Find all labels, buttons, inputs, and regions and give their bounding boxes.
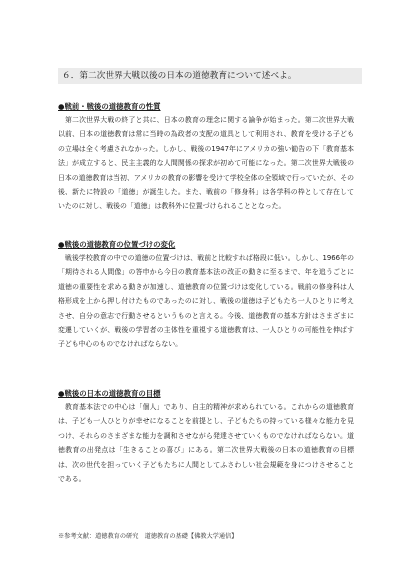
- paragraph: 第二次世界大戦の終了と共に、日本の教育の理念に関する論争が始まった。第二次世界大戦以前、日本の道徳教育は常に当時の為政者の支配の道具として利用され、教育を受ける子どもの立場は全く考慮されなかった。しかし、戦後の1947年にアメリカの強い勧告の下「教育基本法」が成立すると、民主主義的な人間関係の探求が初めて可能になった。第二次世界大戦後の日本の道徳教育は当初、アメリカの教育の影響を受けて学校全体の全領域で行っていたが、その後、新たに特設の「道徳」が誕生した。また、戦前の「修身科」は各学科の枠として存在していたのに対し、戦後の「道徳」は教科外に位置づけられることとなった。: [58, 116, 354, 211]
- section-heading-position-change: ●戦後の道徳教育の位置づけの変化: [58, 240, 176, 249]
- section-body-goals: [58, 400, 354, 486]
- paragraph: 教育基本法での中心は「個人」であり、自主的精神が求められている。これからの道徳教育は、子ども一人ひとりが幸せになることを前提とし、子どもたちの持っている様々な能力を見つけ、それらのさまざまな能力を調和させながら発達させていくものでなければならない。道徳教育の出発点は「生きることの喜び」にある。第二次世界大戦後の日本の道徳教育の目標は、次の世代を担っていく子どもたちに人間としてふさわしい社会規範を身につけさせることである。: [58, 403, 354, 484]
- section-body-prewar-postwar: [58, 113, 354, 214]
- section-body-position-change: [58, 251, 354, 352]
- section-heading-goals: ●戦後の日本の道徳教育の目標: [58, 389, 161, 398]
- paragraph: 戦後学校教育の中での道徳の位置づけは、戦前と比較すれば格段に低い。しかし、1966年の「期待される人間像」の答申から今日の教育基本法の改正の動きに至るまで、年を追うごとに道徳の重要性を求める動きが加速し、道徳教育の位置づけは変化している。戦前の修身科は人格形成を上から押し付けたものであったのに対し、戦後の道徳は子どもたち一人ひとりに考えさせ、自分の意志で行動させるというものと言える。今後、道徳教育の基本方針はさまざまに変遷していくが、戦後の学習者の主体性を重視する道徳教育は、一人ひとりの可能性を伸ばす子ども中心のものでなければならない。: [58, 254, 354, 349]
- references-footnote: ※参考文献：道徳教育の研究 道徳教育の基礎【佛教大学通信】: [58, 533, 238, 540]
- question-title: ６．第二次世界大戦以後の日本の道徳教育について述べよ。: [58, 68, 362, 84]
- section-heading-prewar-postwar: ●戦前・戦後の道徳教育の性質: [58, 102, 161, 111]
